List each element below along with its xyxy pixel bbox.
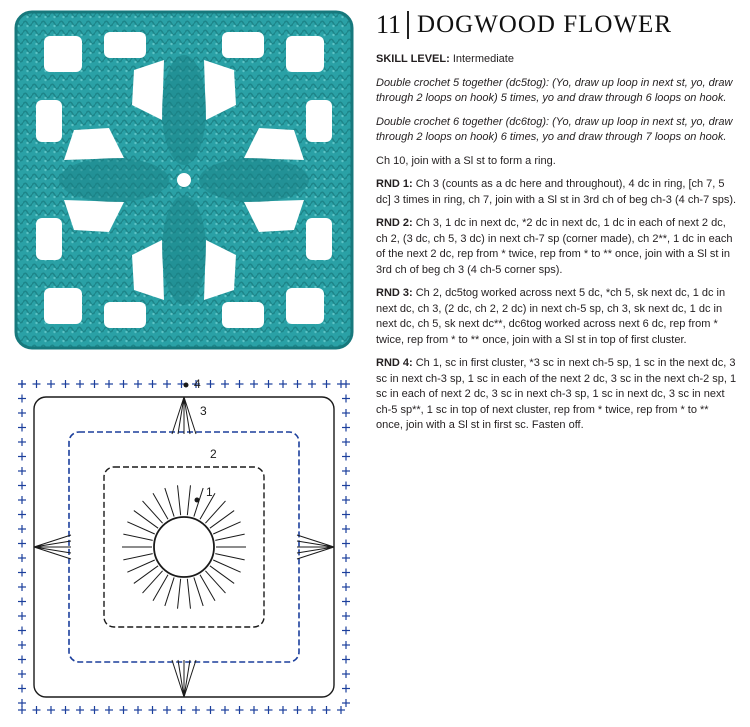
corner-clusters [34, 397, 334, 697]
crochet-square-photo [14, 10, 354, 350]
round-4 [376, 356, 738, 434]
round-2-label: RND 2: [376, 217, 413, 229]
title-divider [407, 11, 409, 39]
round-2 [376, 216, 738, 278]
pattern-name: DOGWOOD FLOWER [417, 11, 672, 38]
round-3-outline [34, 397, 334, 697]
round-3-text: Ch 2, dc5tog worked across next 5 dc, *ch 5, sk next dc, 1 dc in next dc, ch 3, (2 dc, ch 2, 2 dc) in next ch-5 sp, ch 3, sk next dc, 1 dc in next dc, ch 5, sk next dc**, dc6tog worked across next 6 dc, rep from * twice, rep from * to ** once, join with a Sl st in top of first cluster. [376, 287, 726, 346]
round-label-3: 3 [200, 404, 207, 418]
round-4-label: RND 4: [376, 357, 413, 369]
stitch-diagram [14, 372, 354, 722]
pattern-title [376, 8, 738, 42]
round-label-2: 2 [210, 447, 217, 461]
round-3 [376, 286, 738, 348]
start-markers [184, 383, 200, 503]
round-1-label: RND 1: [376, 178, 413, 190]
round-1 [376, 177, 738, 208]
definition-dc5tog: Double crochet 5 together (dc5tog): (Yo, draw up loop in next st, yo, draw through 2 loops on hook) 5 times, yo and draw through 6 loops on hook. [376, 76, 733, 104]
pattern-number: 11 [376, 10, 402, 39]
round-2-text: Ch 3, 1 dc in next dc, *2 dc in next dc, 1 dc in each of next 2 dc, ch 2, (3 dc, ch 5, 3 dc) in next ch-7 sp (corner made), ch 2**, 1 dc in each of the next 2 dc, rep from * twice, rep from * to ** once, join with a Sl st in 3rd ch of beg ch 3 (4 ch-5 corner sps). [376, 217, 733, 276]
round-label-4: 4 [194, 377, 201, 391]
foundation-ring [154, 517, 214, 577]
round-3-label: RND 3: [376, 287, 413, 299]
skill-value: Intermediate [452, 53, 514, 65]
instructions-column [376, 8, 738, 442]
round-4-text: Ch 1, sc in first cluster, *3 sc in next ch-5 sp, 1 sc in the next dc, 3 sc in next ch-3 sp, 1 sc in each of the next 2 dc, 3 sc in the next ch-2 sp, 1 sc in each of next 2 dc, 3 sc in next ch-3 sp, 1 sc in next dc, 3 sc in next ch-5 sp**, 1 sc in top of next cluster, rep from * twice, rep from * to ** once, join with a Sl st in first sc. Fasten off. [376, 357, 737, 431]
skill-level [376, 52, 738, 68]
foundation-instruction: Ch 10, join with a Sl st to form a ring. [376, 154, 556, 167]
round-1-text: Ch 3 (counts as a dc here and throughout), 4 dc in ring, [ch 7, 5 dc] 3 times in ring, ch 7, join with a Sl st in 3rd ch of beg ch-3 (4 ch-7 sps). [376, 178, 737, 206]
skill-label: SKILL LEVEL: [376, 53, 450, 65]
round-label-1: 1 [206, 485, 213, 499]
definition-dc6tog: Double crochet 6 together (dc6tog): (Yo, draw up loop in next st, yo, draw through 2 loops on hook) 6 times, yo and draw through 7 loops on hook. [376, 115, 733, 143]
round-labels [194, 377, 217, 499]
dc-stitches [122, 485, 246, 608]
